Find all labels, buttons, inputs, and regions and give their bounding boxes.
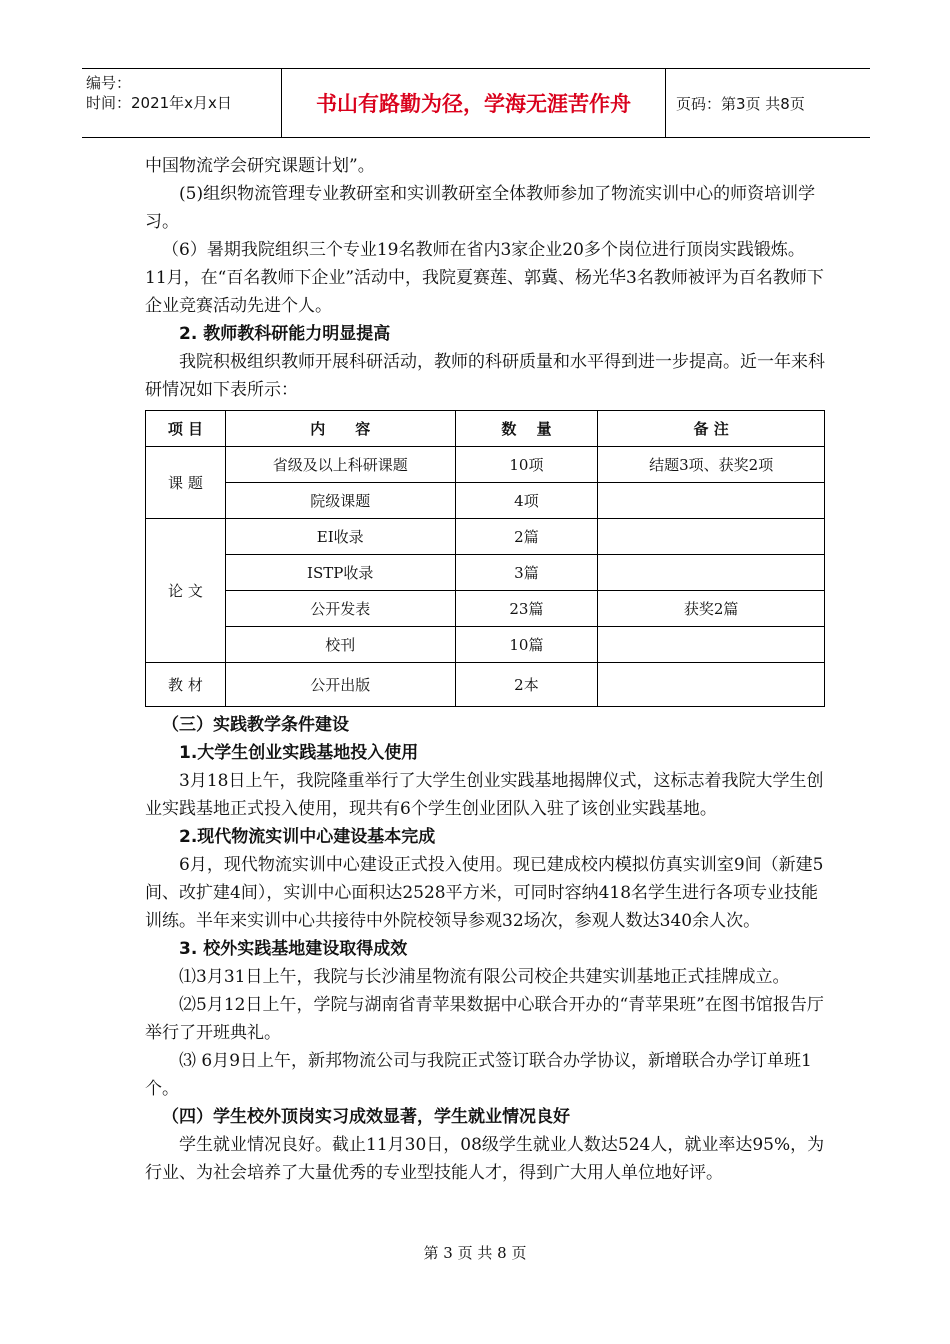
paragraph: 6月，现代物流实训中心建设正式投入使用。现已建成校内模拟仿真实训室9间（新建5间、改扩建4间），实训中心面积达2528平方米，可同时容纳418名学生进行各项专业技能训练。半年来实训中心共接待中外院校领导参观32场次，参观人数达340余人次。 xyxy=(145,855,824,931)
paragraph: ⑵5月12日上午，学院与湖南省青苹果数据中心联合开办的“青苹果班”在图书馆报告厅举行了开班典礼。 xyxy=(145,995,824,1043)
table-header: 备 注 xyxy=(598,411,825,447)
table-row xyxy=(146,627,825,663)
table-row xyxy=(146,447,825,483)
header-meta xyxy=(82,69,282,137)
page-footer: 第 3 页 共 8 页 xyxy=(423,1244,527,1262)
table-cell: 23篇 xyxy=(455,591,598,627)
table-cell: ISTP收录 xyxy=(225,555,455,591)
table-row xyxy=(146,519,825,555)
table-row xyxy=(146,555,825,591)
paragraph: 3月18日上午，我院隆重举行了大学生创业实践基地揭牌仪式，这标志着我院大学生创业实践基地正式投入使用，现共有6个学生创业团队入驻了该创业实践基地。 xyxy=(145,771,824,819)
subsection-heading: 3. 校外实践基地建设取得成效 xyxy=(179,939,408,959)
paragraph: ⑴3月31日上午，我院与长沙浦星物流有限公司校企共建实训基地正式挂牌成立。 xyxy=(179,967,790,987)
table-row xyxy=(146,663,825,707)
research-table xyxy=(145,410,825,707)
table-cell: 公开发表 xyxy=(225,591,455,627)
section-heading: （四）学生校外顶岗实习成效显著，学生就业情况良好 xyxy=(162,1107,570,1127)
table-cell: EI收录 xyxy=(225,519,455,555)
table-cell: 3篇 xyxy=(455,555,598,591)
table-cell: 校刊 xyxy=(225,627,455,663)
table-header-row xyxy=(146,411,825,447)
code-label: 编号： xyxy=(86,74,132,92)
group-cell: 教 材 xyxy=(146,663,226,707)
header-motto: 书山有路勤为径，学海无涯苦作舟 xyxy=(282,69,666,137)
date-label: 时间：2021年x月x日 xyxy=(86,94,232,112)
table-row xyxy=(146,483,825,519)
paragraph: 学生就业情况良好。截止11月30日，08级学生就业人数达524人，就业率达95%，为行业、为社会培养了大量优秀的专业型技能人才，得到广大用人单位地好评。 xyxy=(145,1135,825,1183)
group-cell: 论 文 xyxy=(146,519,226,663)
table-row xyxy=(146,591,825,627)
section-heading: （三）实践教学条件建设 xyxy=(162,715,349,735)
table-cell: 公开出版 xyxy=(225,663,455,707)
paragraph: ⑶ 6月9日上午，新邦物流公司与我院正式签订联合办学协议，新增联合办学订单班1个。 xyxy=(145,1051,812,1099)
table-header: 内 容 xyxy=(225,411,455,447)
table-cell xyxy=(598,555,825,591)
table-cell xyxy=(598,483,825,519)
page-header xyxy=(82,68,870,138)
subsection-heading: 1.大学生创业实践基地投入使用 xyxy=(179,743,419,763)
group-cell: 课 题 xyxy=(146,447,226,519)
table-cell xyxy=(598,663,825,707)
document-body xyxy=(145,152,825,1187)
section-heading: 2. 教师教科研能力明显提高 xyxy=(179,324,391,344)
table-cell: 2篇 xyxy=(455,519,598,555)
paragraph: 我院积极组织教师开展科研活动，教师的科研质量和水平得到进一步提高。近一年来科研情况如下表所示： xyxy=(145,352,825,400)
paragraph: （6）暑期我院组织三个专业19名教师在省内3家企业20多个岗位进行顶岗实践锻炼。11月，在“百名教师下企业”活动中，我院夏赛莲、郭冀、杨光华3名教师被评为百名教师下企业竞赛活动先进个人。 xyxy=(145,240,824,316)
table-cell: 10篇 xyxy=(455,627,598,663)
header-page-info: 页码：第3页 共8页 xyxy=(676,94,805,113)
table-cell: 获奖2篇 xyxy=(598,591,825,627)
paragraph: 中国物流学会研究课题计划”。 xyxy=(145,156,375,176)
subsection-heading: 2.现代物流实训中心建设基本完成 xyxy=(179,827,436,847)
table-header: 项 目 xyxy=(146,411,226,447)
table-cell: 结题3项、获奖2项 xyxy=(598,447,825,483)
table-cell: 省级及以上科研课题 xyxy=(225,447,455,483)
table-cell: 院级课题 xyxy=(225,483,455,519)
table-cell: 10项 xyxy=(455,447,598,483)
table-header: 数 量 xyxy=(455,411,598,447)
table-cell xyxy=(598,519,825,555)
paragraph: (5)组织物流管理专业教研室和实训教研室全体教师参加了物流实训中心的师资培训学习。 xyxy=(145,184,816,232)
table-cell: 2本 xyxy=(455,663,598,707)
table-cell xyxy=(598,627,825,663)
table-cell: 4项 xyxy=(455,483,598,519)
